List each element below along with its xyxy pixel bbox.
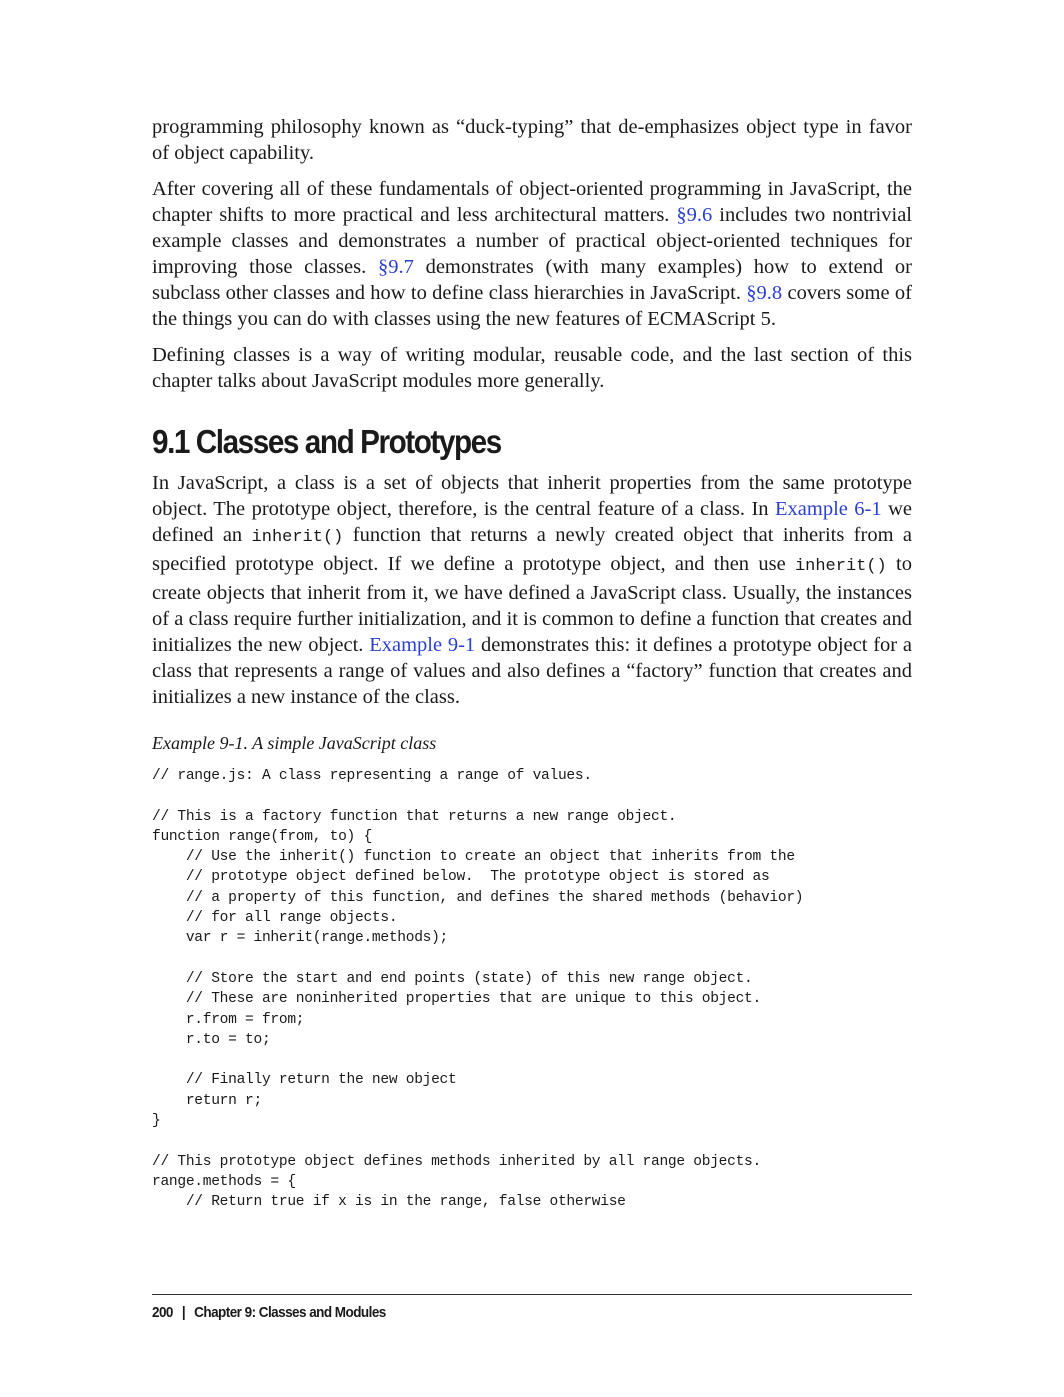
link-section-9-6[interactable]: §9.6 — [676, 204, 713, 226]
text: demonstrates (with many examples) how to extend or subclass other classes and how to define class hierarchies in JavaScript. — [152, 256, 912, 304]
text: covers some of the things you can do with classes using the new features of ECMAScript 5. — [152, 282, 912, 330]
link-example-9-1[interactable]: Example 9-1 — [369, 634, 476, 656]
page-number: 200 — [152, 1304, 173, 1321]
link-example-6-1[interactable]: Example 6-1 — [775, 498, 882, 520]
code-line: // range.js: A class representing a range of values. — [152, 768, 592, 784]
section-heading: 9.1 Classes and Prototypes — [152, 423, 501, 460]
code-line: // a property of this function, and defines the shared methods (behavior) — [152, 889, 804, 906]
code-line: var r = inherit(range.methods); — [152, 930, 449, 947]
link-section-9-8[interactable]: §9.8 — [746, 282, 783, 304]
text: includes two nontrivial example classes and demonstrates a number of practical object-oriented techniques for improving those classes. — [152, 204, 912, 278]
code-line: // Return true if x is in the range, false otherwise — [152, 1194, 626, 1211]
text: we defined an — [152, 498, 912, 546]
code-line — [152, 949, 912, 969]
code-line: r.to = to; — [152, 1031, 271, 1048]
page-body — [152, 114, 912, 1213]
inline-code: inherit() — [794, 557, 887, 576]
link-section-9-7[interactable]: §9.7 — [377, 256, 414, 278]
code-line: // This prototype object defines methods inherited by all range objects. — [152, 1153, 761, 1170]
text: function that returns a newly created object that inherits from a specified prototype object. If we define a prototype object, and then use — [152, 524, 912, 575]
text: demonstrates this: it defines a prototype object for a class that represents a range of values and also defines a “factory” function that creates and initializes a new instance of the class. — [152, 634, 912, 708]
code-line — [152, 786, 912, 806]
code-line: } — [152, 1113, 161, 1130]
code-line: return r; — [152, 1092, 262, 1109]
section-paragraph — [152, 470, 912, 710]
text: In JavaScript, a class is a set of objects that inherit properties from the same prototype object. The prototype object, therefore, is the central feature of a class. In — [152, 472, 912, 520]
code-line — [152, 1050, 912, 1070]
code-line: // for all range objects. — [152, 910, 398, 927]
text: to create objects that inherit from it, we have defined a JavaScript class. Usually, the instances of a class require further initialization, and it is common to define a function that creates and initializes the new object. — [152, 553, 912, 656]
code-line — [152, 1131, 912, 1151]
inline-code: inherit() — [251, 528, 344, 547]
text: After covering all of these fundamentals of object-oriented programming in JavaScript, the chapter shifts to more practical and less architectural matters. — [152, 178, 912, 226]
intro-paragraph-2 — [152, 176, 912, 332]
intro-paragraph-3: Defining classes is a way of writing modular, reusable code, and the last section of this chapter talks about JavaScript modules more generally. — [152, 344, 912, 392]
code-line: function range(from, to) { — [152, 828, 372, 845]
code-line: // This is a factory function that returns a new range object. — [152, 808, 677, 825]
chapter-title: Chapter 9: Classes and Modules — [194, 1304, 386, 1321]
example-caption: Example 9-1. A simple JavaScript class — [152, 733, 437, 753]
code-line: range.methods = { — [152, 1173, 296, 1190]
code-line: // Store the start and end points (state) of this new range object. — [152, 970, 753, 987]
code-line: // Finally return the new object — [152, 1072, 457, 1089]
code-line: // prototype object defined below. The prototype object is stored as — [152, 869, 770, 886]
code-line: r.from = from; — [152, 1011, 305, 1028]
code-listing — [152, 766, 912, 1213]
intro-paragraph-1: programming philosophy known as “duck-typing” that de-emphasizes object type in favor of object capability. — [152, 116, 912, 164]
code-line: // Use the inherit() function to create an object that inherits from the — [152, 849, 795, 866]
page-footer — [152, 1294, 912, 1321]
footer-separator: | — [181, 1304, 186, 1321]
code-line: // These are noninherited properties that are unique to this object. — [152, 991, 761, 1008]
